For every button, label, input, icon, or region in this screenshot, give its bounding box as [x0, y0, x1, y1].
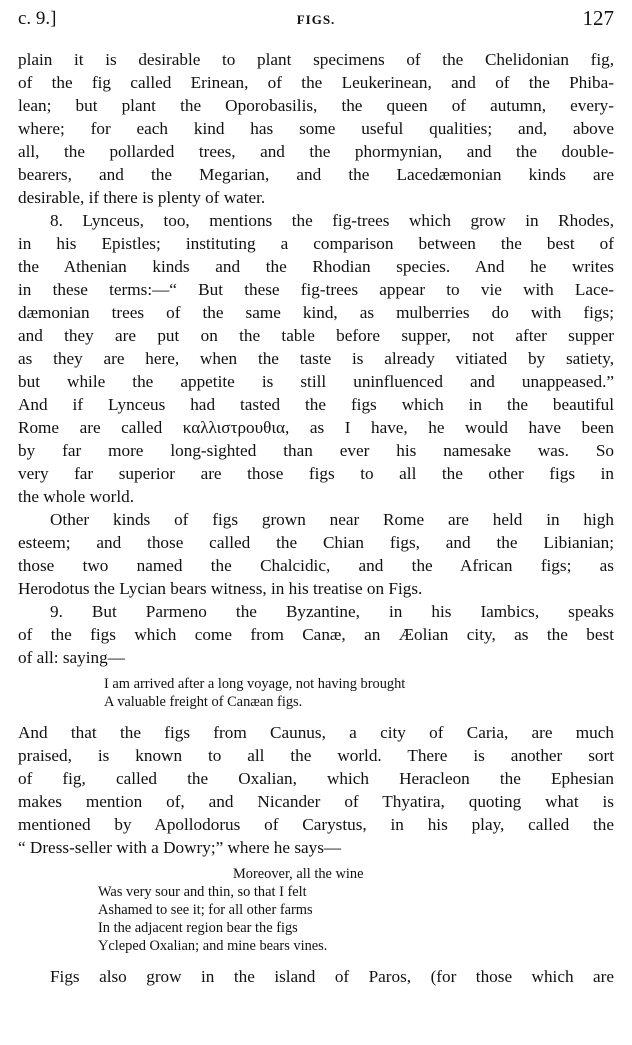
spacer: [18, 955, 614, 965]
text-line: bearers, and the Megarian, and the Lacedæmonian kinds are: [18, 165, 614, 184]
chapter-reference: c. 9.]: [18, 8, 57, 29]
running-header: [18, 6, 614, 32]
verse-line: I am arrived after a long voyage, not having brought: [104, 676, 406, 692]
verse-quotation-1: [18, 675, 614, 711]
text-line: and they are put on the table before supper, not after supper: [18, 326, 614, 345]
paragraph-1: [18, 48, 614, 209]
text-line: And if Lynceus had tasted the figs which in the beautiful: [18, 395, 614, 414]
text-line: in these terms:—“ But these fig-trees appear to vie with Lace-: [18, 280, 614, 299]
text-line: of all: saying—: [18, 648, 125, 667]
text-line: “ Dress-seller with a Dowry;” where he says—: [18, 838, 342, 857]
text-line: the whole world.: [18, 487, 134, 506]
verse-line: Ashamed to see it; for all other farms: [98, 902, 313, 918]
text-line: of the figs which come from Canæ, an Æolian city, as the best: [18, 625, 614, 644]
spacer: [18, 711, 614, 721]
text-line: praised, is known to all the world. There is another sort: [18, 746, 614, 765]
text-line: all, the pollarded trees, and the phormynian, and the double-: [18, 142, 614, 161]
page-number: 127: [582, 6, 614, 30]
text-line: makes mention of, and Nicander of Thyatira, quoting what is: [18, 792, 614, 811]
text-line: of the fig called Erinean, of the Leukerinean, and of the Phiba-: [18, 73, 614, 92]
verse-line: In the adjacent region bear the figs: [98, 920, 298, 936]
text-line: And that the figs from Caunus, a city of Caria, are much: [18, 723, 614, 742]
verse-line: Was very sour and thin, so that I felt: [98, 884, 307, 900]
verse-line: Ycleped Oxalian; and mine bears vines.: [98, 938, 328, 954]
text-line: of fig, called the Oxalian, which Heracleon the Ephesian: [18, 769, 614, 788]
paragraph-3: [18, 508, 614, 600]
page-body: [18, 48, 614, 988]
text-line: lean; but plant the Oporobasilis, the queen of autumn, every-: [18, 96, 614, 115]
text-line: the Athenian kinds and the Rhodian species. And he writes: [18, 257, 614, 276]
final-text-line: Figs also grow in the island of Paros, (for those which are: [50, 967, 614, 986]
text-line: desirable, if there is plenty of water.: [18, 188, 266, 207]
paragraph-5: [18, 721, 614, 859]
verse-line: Moreover, all the wine: [233, 866, 364, 882]
text-line: those two named the Chalcidic, and the African figs; as: [18, 556, 614, 575]
text-line: mentioned by Apollodorus of Carystus, in his play, called the: [18, 815, 614, 834]
verse-quotation-2: [18, 865, 614, 955]
running-title: FIGS.: [296, 12, 336, 27]
text-line: Other kinds of figs grown near Rome are held in high: [50, 510, 614, 529]
text-line: Herodotus the Lycian bears witness, in his treatise on Figs.: [18, 579, 423, 598]
text-line: as they are here, when the taste is already vitiated by satiety,: [18, 349, 614, 368]
paragraph-4: [18, 600, 614, 669]
text-line: where; for each kind has some useful qualities; and, above: [18, 119, 614, 138]
paragraph-2: [18, 209, 614, 508]
text-line: but while the appetite is still uninfluenced and unappeased.”: [18, 372, 614, 391]
verse-line: A valuable freight of Canæan figs.: [104, 694, 303, 710]
text-line: by far more long-sighted than ever his namesake was. So: [18, 441, 614, 460]
text-line: Rome are called καλλιστρουθια, as I have, he would have been: [18, 418, 614, 437]
text-line: 8. Lynceus, too, mentions the fig-trees which grow in Rhodes,: [50, 211, 614, 230]
text-line: in his Epistles; instituting a comparison between the best of: [18, 234, 614, 253]
text-line: very far superior are those figs to all the other figs in: [18, 464, 614, 483]
text-line: 9. But Parmeno the Byzantine, in his Iambics, speaks: [50, 602, 614, 621]
text-line: plain it is desirable to plant specimens of the Chelidonian fig,: [18, 50, 614, 69]
text-line: esteem; and those called the Chian figs, and the Libianian;: [18, 533, 614, 552]
text-line: dæmonian trees of the same kind, as mulberries do with figs;: [18, 303, 614, 322]
